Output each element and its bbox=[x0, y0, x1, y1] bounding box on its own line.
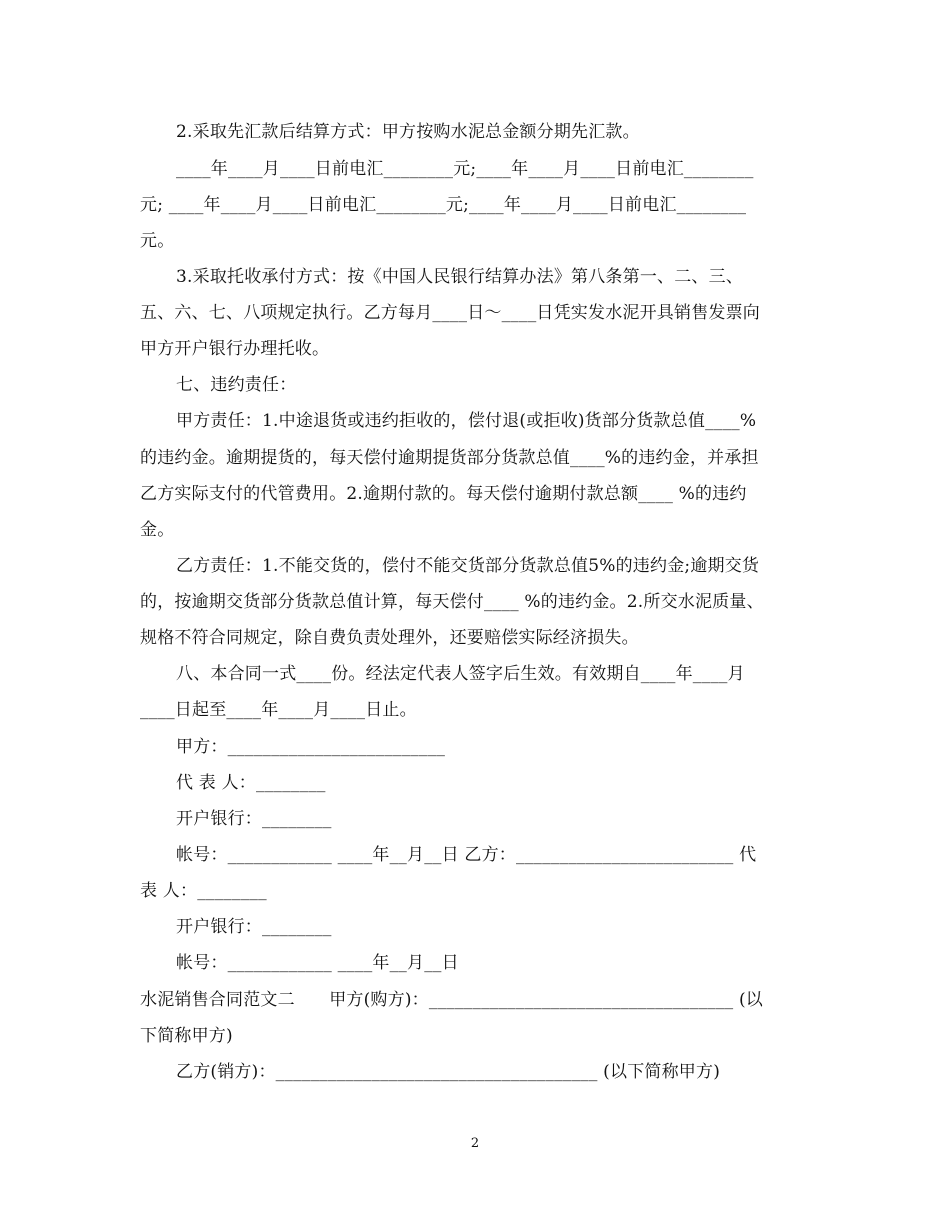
paragraph-line: 的，按逾期交货部分货款总值计算，每天偿付____ %的违约金。2.所交水泥质量、 bbox=[140, 592, 764, 612]
paragraph-line: 金。 bbox=[140, 520, 175, 540]
paragraph-line: 甲方开户银行办理托收。 bbox=[140, 339, 330, 359]
bank-line: 开户银行：________ bbox=[176, 809, 332, 829]
account-line: 帐号：____________ ____年__月__日 bbox=[176, 953, 459, 973]
paragraph-line: 甲方责任：1.中途退货或违约拒收的，偿付退(或拒收)货部分货款总值____% bbox=[176, 411, 757, 431]
paragraph-line: 的违约金。逾期提货的，每天偿付逾期提货部分货款总值____%的违约金，并承担 bbox=[140, 448, 759, 468]
paragraph-line: 五、六、七、八项规定执行。乙方每月____日～____日凭实发水泥开具销售发票向 bbox=[140, 303, 760, 323]
representative-line: 表 人：________ bbox=[140, 881, 267, 901]
paragraph-line: 规格不符合同规定，除自费负责处理外，还要赔偿实际经济损失。 bbox=[140, 628, 639, 648]
paragraph-line: ____日起至____年____月____日止。 bbox=[140, 700, 417, 720]
paragraph-line: 乙方实际支付的代管费用。2.逾期付款的。每天偿付逾期付款总额____ %的违约 bbox=[140, 484, 747, 504]
paragraph-line: 八、本合同一式____份。经法定代表人签字后生效。有效期自____年____月 bbox=[176, 664, 745, 684]
paragraph-line: 元; ____年____月____日前电汇________元;____年____月____日前电汇________ bbox=[140, 195, 747, 215]
representative-line: 代 表 人：________ bbox=[176, 773, 326, 793]
page-number: 2 bbox=[470, 1136, 480, 1151]
paragraph-line: 乙方责任：1.不能交货的，偿付不能交货部分货款总值5%的违约金;逾期交货 bbox=[176, 556, 760, 576]
paragraph-line: 下简称甲方) bbox=[140, 1026, 233, 1046]
section-heading: 七、违约责任： bbox=[176, 375, 297, 395]
party-a-line: 甲方：_________________________ bbox=[176, 737, 446, 757]
party-b-line: 乙方(销方)：_____________________________________ (以下简称甲方) bbox=[176, 1062, 721, 1082]
paragraph-line: 3.采取托收承付方式：按《中国人民银行结算办法》第八条第一、二、三、 bbox=[176, 267, 744, 287]
bank-line: 开户银行：________ bbox=[176, 917, 332, 937]
paragraph-line: 元。 bbox=[140, 231, 175, 251]
sample-contract-title-line: 水泥销售合同范文二 甲方(购方)：___________________________________ (以 bbox=[140, 990, 763, 1010]
account-line: 帐号：____________ ____年__月__日 乙方：_________________________ 代 bbox=[176, 845, 757, 865]
paragraph-line: 2.采取先汇款后结算方式：甲方按购水泥总金额分期先汇款。 bbox=[176, 122, 640, 142]
paragraph-line: ____年____月____日前电汇________元;____年____月____日前电汇________ bbox=[176, 159, 754, 179]
